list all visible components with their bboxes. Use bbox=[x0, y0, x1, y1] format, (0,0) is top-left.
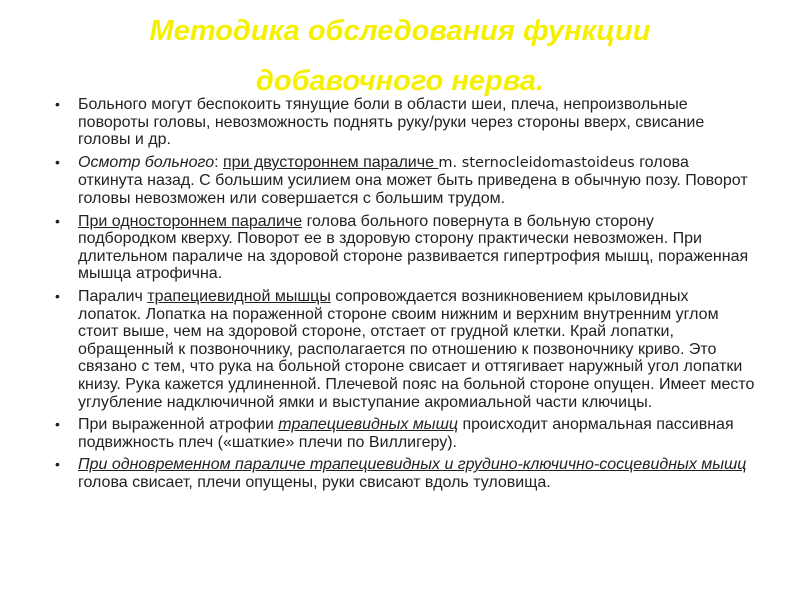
slide-title bbox=[40, 6, 760, 106]
complaints-text: Больного могут беспокоить тянущие боли в области шеи, плеча, непроизвольные повороты головы, невозможность поднять руку/руки через стороны вверх, свисание головы и др. bbox=[78, 96, 705, 149]
atrophy-text: происходит анормальная пассивная подвижность плеч («шаткие» плечи по Виллигеру). bbox=[78, 416, 734, 451]
title-line-2: добавочного нерва. bbox=[255, 65, 545, 97]
examination-heading: Осмотр больного bbox=[78, 153, 215, 171]
bullet-item-combined bbox=[55, 456, 755, 491]
bullet-icon: • bbox=[55, 212, 60, 229]
combined-paralysis-term: При одновременном параличе трапециевидных и грудино-ключично-сосцевидных мышц bbox=[78, 456, 747, 474]
examination-colon: : bbox=[214, 153, 223, 171]
bullet-icon: • bbox=[55, 153, 60, 170]
bullet-icon: • bbox=[55, 96, 60, 112]
bullet-list bbox=[55, 96, 755, 491]
unilateral-paralysis-term: При одностороннем параличе bbox=[78, 212, 303, 230]
trapezius-muscles-term: трапециевидных мышц bbox=[278, 416, 458, 434]
bilateral-paralysis-term: при двустороннем параличе bbox=[223, 153, 439, 171]
examination-text: голова откинута назад. С большим усилием она может быть приведена в обычную позу. Поворот головы невозможен или совершается с большим трудом. bbox=[78, 153, 748, 207]
muscle-latin-name: m. sternocleidomastoideus bbox=[438, 154, 635, 171]
combined-text: голова свисает, плечи опущены, руки свисают вдоль туловища. bbox=[78, 473, 551, 491]
bullet-item-unilateral bbox=[55, 213, 755, 283]
trapezius-lead: Паралич bbox=[78, 287, 148, 305]
title-line-1: Методика обследования функции bbox=[149, 15, 651, 47]
bullet-icon: • bbox=[55, 287, 60, 304]
atrophy-lead: При выраженной атрофии bbox=[78, 416, 279, 434]
bullet-icon: • bbox=[55, 456, 60, 473]
bullet-item-trapezius bbox=[55, 288, 755, 411]
bullet-item-complaints bbox=[55, 96, 755, 149]
bullet-icon: • bbox=[55, 416, 60, 433]
slide-content bbox=[55, 96, 755, 496]
bullet-item-atrophy bbox=[55, 416, 755, 451]
unilateral-text: голова больного повернута в больную сторону подбородком кверху. Поворот ее в здоровую сторону практически невозможен. При длительном параличе на здоровой стороне развивается гипертрофия мышц, пораженная мышца атрофична. bbox=[78, 212, 749, 283]
trapezius-muscle-term: трапециевидной мышцы bbox=[147, 287, 331, 305]
bullet-item-examination bbox=[55, 154, 755, 208]
trapezius-text: сопровождается возникновением крыловидных лопаток. Лопатка на пораженной стороне своим нижним и верхним внутренним углом стоит выше, чем на здоровой стороне, отстает от грудной клетки. Край лопатки, обращенный к позвоночнику, располагается по отношению к позвоночнику криво. Это связано с тем, что рука на больной стороне свисает и оттягивает наружный угол лопатки книзу. Рука кажется удлиненной. Плечевой пояс на больной стороне опущен. Имеет место углубление надключичной ямки и выступание акромиальной части ключицы. bbox=[78, 287, 755, 411]
